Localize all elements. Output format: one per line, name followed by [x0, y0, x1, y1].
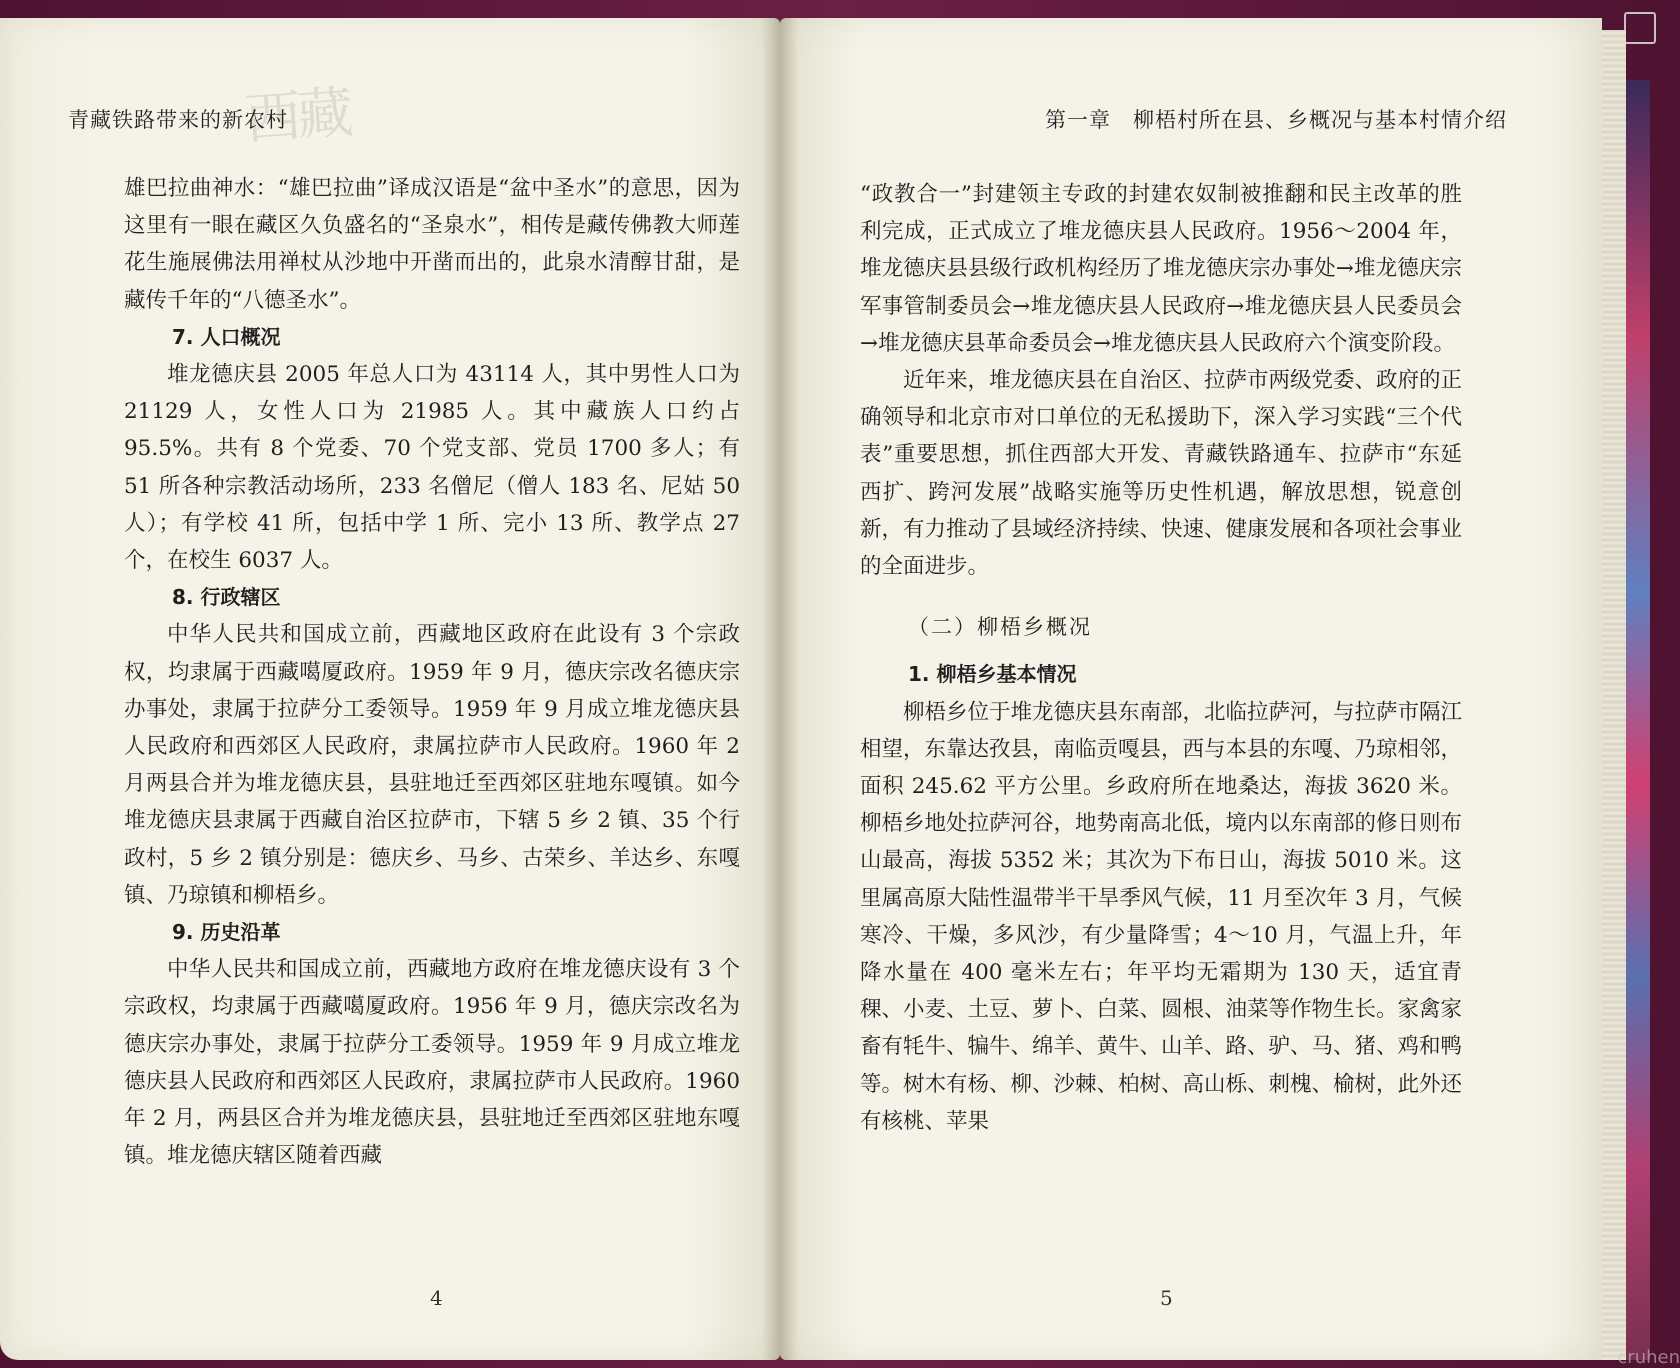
paragraph: 近年来，堆龙德庆县在自治区、拉萨市两级党委、政府的正确领导和北京市对口单位的无私援助下，深入学习实践“三个代表”重要思想，抓住西部大开发、青藏铁路通车、拉萨市“东延西扩、跨河发展”战略实施等历史性机遇，解放思想，锐意创新，有力推动了县域经济持续、快速、健康发展和各项社会事业的全面进步。	[860, 368, 1463, 580]
right-running-head: 第一章 柳梧村所在县、乡概况与基本村情介绍	[1045, 108, 1507, 132]
book-cover-edge	[1626, 80, 1650, 1360]
header-watermark: 西藏	[243, 80, 352, 153]
left-page-number: 4	[430, 1286, 443, 1310]
left-page-body	[124, 170, 740, 1174]
book-gutter	[762, 18, 798, 1360]
right-page-body	[860, 176, 1462, 1140]
corner-watermark: cruhen	[1617, 1347, 1680, 1368]
paragraph: 堆龙德庆县 2005 年总人口为 43114 人，其中男性人口为 21129 人，女性人口为 21985 人。其中藏族人口约占 95.5%。共有 8 个党委、70 个党支部、党员 1700 多人；有 51 所各种宗教活动场所，233 名僧尼（僧人 183 名、尼姑 50 人）；有学校 41 所，包括中学 1 所、完小 13 所、教学点 27 个，在校生 6037 人。	[124, 362, 740, 574]
subsection-heading: 8. 行政辖区	[172, 585, 281, 610]
page-stack-edge	[1600, 30, 1626, 1360]
subsection-heading: 1. 柳梧乡基本情况	[908, 662, 1077, 687]
subsection-heading: 9. 历史沿革	[172, 920, 281, 945]
paragraph: 柳梧乡位于堆龙德庆县东南部，北临拉萨河，与拉萨市隔江相望，东靠达孜县，南临贡嘎县，西与本县的东嘎、乃琼相邻，面积 245.62 平方公里。乡政府所在地桑达，海拔 3620 米。柳梧乡地处拉萨河谷，地势南高北低，境内以东南部的修日则布山最高，海拔 5352 米；其次为下布日山，海拔 5010 米。这里属高原大陆性温带半干旱季风气候，11 月至次年 3 月，气候寒冷、干燥，多风沙，有少量降雪；4～10 月，气温上升，年降水量在 400 毫米左右；年平均无霜期为 130 天，适宜青稞、小麦、土豆、萝卜、白菜、圆根、油菜等作物生长。家禽家畜有牦牛、犏牛、绵羊、黄牛、山羊、路、驴、马、猪、鸡和鸭等。树木有杨、柳、沙棘、柏树、高山栎、刺槐、榆树，此外还有核桃、苹果	[860, 699, 1463, 1134]
left-running-head: 青藏铁路带来的新农村	[68, 108, 288, 132]
paragraph: 中华人民共和国成立前，西藏地区政府在此设有 3 个宗政权，均隶属于西藏噶厦政府。1959 年 9 月，德庆宗改名德庆宗办事处，隶属于拉萨分工委领导。1959 年 9 月成立堆龙德庆县人民政府和西郊区人民政府，隶属拉萨市人民政府。1960 年 2 月两县合并为堆龙德庆县，县驻地迁至西郊区驻地东嘎镇。如今堆龙德庆县隶属于西藏自治区拉萨市，下辖 5 乡 2 镇、35 个行政村，5 乡 2 镇分别是：德庆乡、马乡、古荣乡、羊达乡、东嘎镇、乃琼镇和柳梧乡。	[124, 622, 740, 908]
paragraph: “政教合一”封建领主专政的封建农奴制被推翻和民主改革的胜利完成，正式成立了堆龙德庆县人民政府。1956～2004 年，堆龙德庆县县级行政机构经历了堆龙德庆宗办事处→堆龙德庆宗军事管制委员会→堆龙德庆县人民政府→堆龙德庆县人民委员会→堆龙德庆县革命委员会→堆龙德庆县人民政府六个演变阶段。	[860, 182, 1462, 356]
section-heading: （二）柳梧乡概况	[908, 615, 1092, 640]
subsection-heading: 7. 人口概况	[172, 324, 281, 349]
right-page-number: 5	[1160, 1286, 1173, 1310]
paragraph: 雄巴拉曲神水：“雄巴拉曲”译成汉语是“盆中圣水”的意思，因为这里有一眼在藏区久负盛名的“圣泉水”，相传是藏传佛教大师莲花生施展佛法用禅杖从沙地中开凿而出的，此泉水清醇甘甜，是藏传千年的“八德圣水”。	[124, 176, 740, 313]
paragraph: 中华人民共和国成立前，西藏地方政府在堆龙德庆设有 3 个宗政权，均隶属于西藏噶厦政府。1956 年 9 月，德庆宗改名为德庆宗办事处，隶属于拉萨分工委领导。1959 年 9 月成立堆龙德庆县人民政府和西郊区人民政府，隶属拉萨市人民政府。1960 年 2 月，两县区合并为堆龙德庆县，县驻地迁至西郊区驻地东嘎镇。堆龙德庆辖区随着西藏	[124, 957, 740, 1169]
